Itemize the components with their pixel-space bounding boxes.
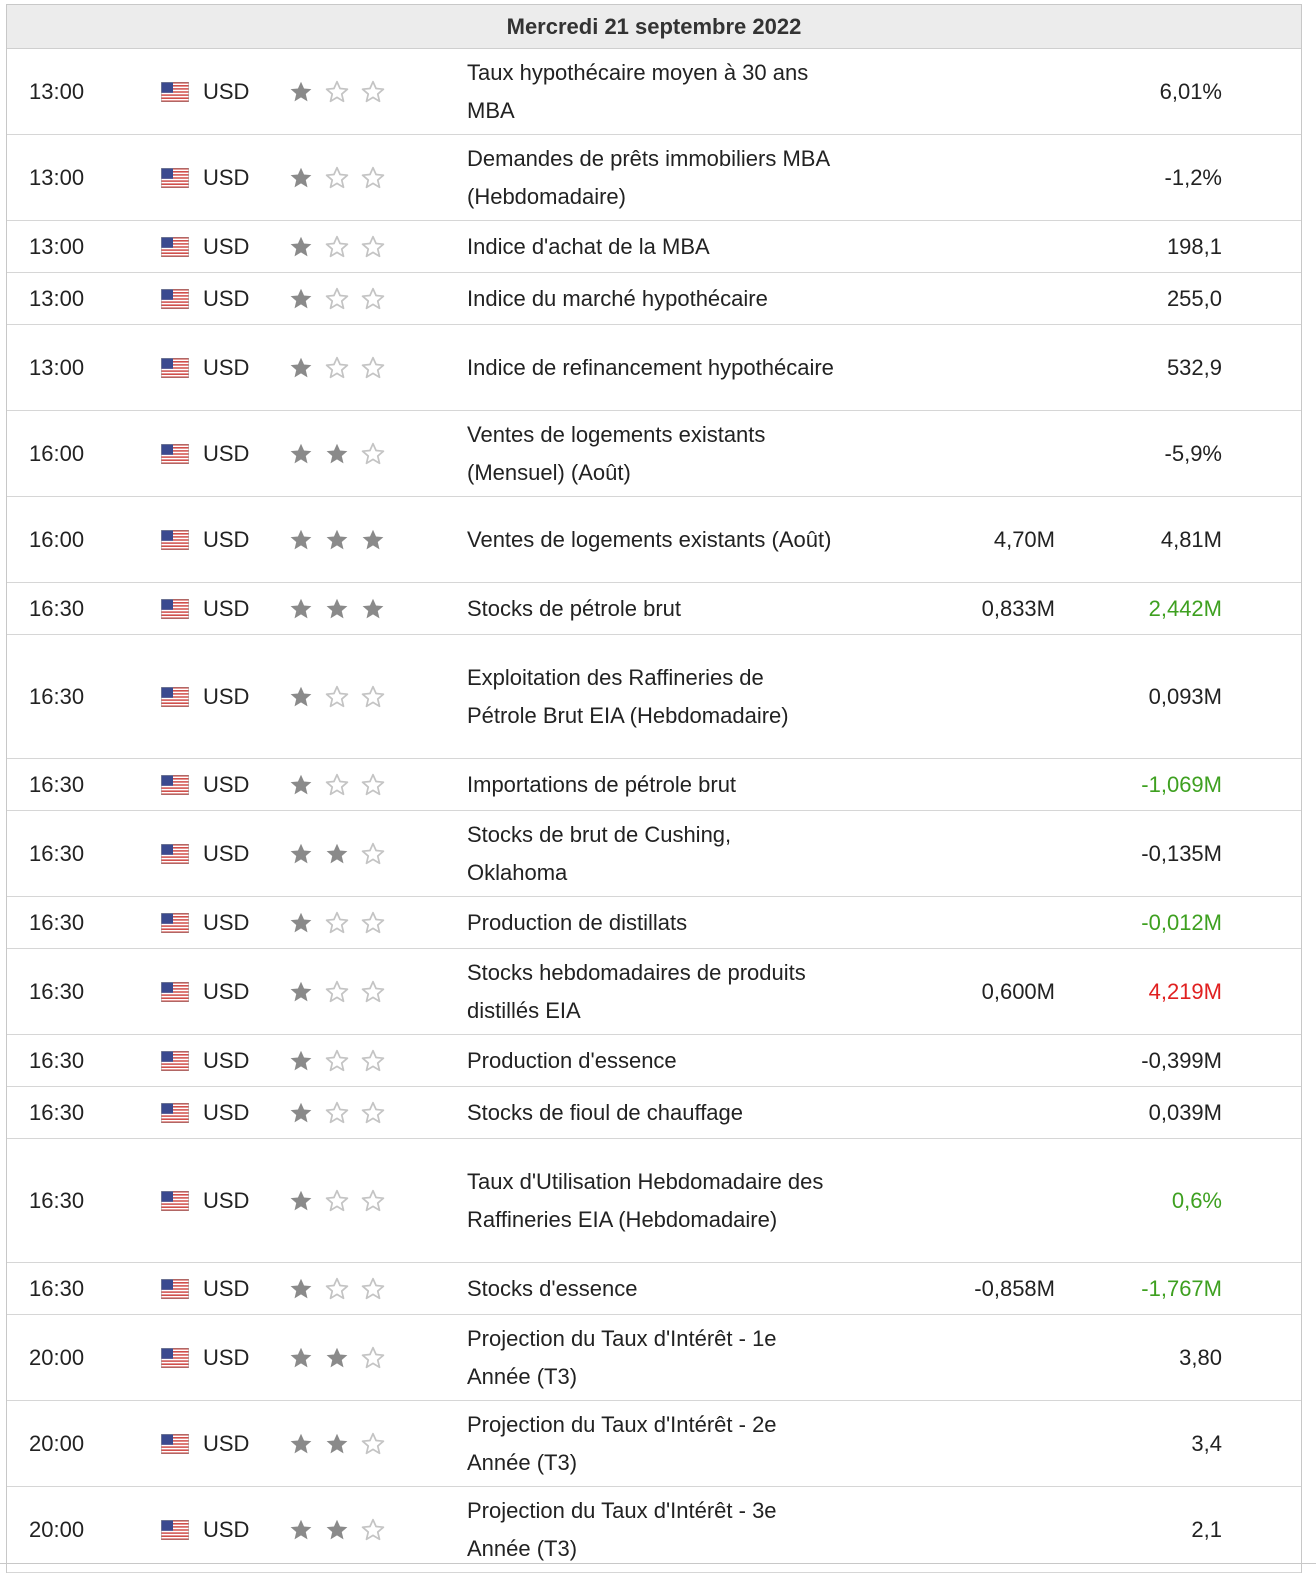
importance-rating (288, 759, 398, 810)
event-row[interactable] (7, 221, 1301, 273)
star-empty-icon (324, 234, 350, 260)
event-forecast (887, 135, 1055, 220)
event-currency: USD (203, 1187, 250, 1213)
event-row[interactable] (7, 811, 1301, 897)
flag-cell (161, 1315, 191, 1400)
importance-rating (288, 49, 398, 134)
event-actual: 2,1 (1191, 1516, 1222, 1542)
star-filled-icon (288, 355, 314, 381)
event-forecast (887, 325, 1055, 410)
event-forecast (887, 1401, 1055, 1486)
event-forecast (887, 1315, 1055, 1400)
star-filled-icon (288, 234, 314, 260)
event-row[interactable] (7, 949, 1301, 1035)
event-row[interactable] (7, 135, 1301, 221)
event-time: 13:00 (29, 233, 85, 259)
star-empty-icon (360, 1188, 386, 1214)
event-time: 16:30 (29, 771, 85, 797)
event-currency: USD (203, 233, 250, 259)
flag-cell (161, 221, 191, 272)
event-name[interactable]: Exploitation des Raffineries de Pétrole Brut EIA (Hebdomadaire) (467, 664, 789, 728)
flag-cell (161, 583, 191, 634)
us-flag-icon (161, 358, 189, 378)
us-flag-icon (161, 913, 189, 933)
star-filled-icon (288, 841, 314, 867)
event-name[interactable]: Indice d'achat de la MBA (467, 233, 710, 259)
star-filled-icon (360, 596, 386, 622)
event-forecast (887, 1139, 1055, 1262)
star-filled-icon (288, 527, 314, 553)
event-time: 16:30 (29, 1187, 85, 1213)
event-row[interactable] (7, 583, 1301, 635)
flag-cell (161, 1263, 191, 1314)
importance-rating (288, 949, 398, 1034)
event-name[interactable]: Production de distillats (467, 909, 688, 935)
event-currency: USD (203, 164, 250, 190)
event-actual: 2,442M (1148, 595, 1222, 621)
event-forecast (887, 759, 1055, 810)
flag-cell (161, 1401, 191, 1486)
us-flag-icon (161, 1279, 189, 1299)
event-actual: -0,135M (1141, 840, 1222, 866)
flag-cell (161, 135, 191, 220)
event-time: 16:30 (29, 1047, 85, 1073)
star-filled-icon (288, 441, 314, 467)
importance-rating (288, 897, 398, 948)
star-filled-icon (324, 1431, 350, 1457)
flag-cell (161, 1139, 191, 1262)
star-filled-icon (324, 596, 350, 622)
event-row[interactable] (7, 1401, 1301, 1487)
event-forecast: -0,858M (974, 1275, 1055, 1301)
event-currency: USD (203, 1099, 250, 1125)
event-currency: USD (203, 78, 250, 104)
event-currency: USD (203, 1516, 250, 1542)
event-forecast (887, 1087, 1055, 1138)
event-time: 16:30 (29, 1275, 85, 1301)
event-currency: USD (203, 771, 250, 797)
us-flag-icon (161, 982, 189, 1002)
star-filled-icon (288, 772, 314, 798)
event-actual: -0,399M (1141, 1047, 1222, 1073)
us-flag-icon (161, 168, 189, 188)
event-name[interactable]: Stocks de pétrole brut (467, 595, 682, 621)
event-name[interactable]: Stocks de fioul de chauffage (467, 1099, 744, 1125)
event-currency: USD (203, 840, 250, 866)
event-row[interactable] (7, 273, 1301, 325)
star-empty-icon (360, 165, 386, 191)
event-name[interactable]: Ventes de logements existants (Mensuel) (Août) (467, 421, 766, 485)
event-row[interactable] (7, 635, 1301, 759)
flag-cell (161, 497, 191, 582)
event-actual: 198,1 (1166, 233, 1222, 259)
economic-calendar (6, 4, 1302, 1573)
us-flag-icon (161, 1434, 189, 1454)
importance-rating (288, 1263, 398, 1314)
star-filled-icon (288, 1276, 314, 1302)
importance-rating (288, 811, 398, 896)
event-currency: USD (203, 683, 250, 709)
event-time: 16:30 (29, 978, 85, 1004)
star-filled-icon (288, 1431, 314, 1457)
star-empty-icon (324, 772, 350, 798)
event-name[interactable]: Indice de refinancement hypothécaire (467, 354, 834, 380)
flag-cell (161, 759, 191, 810)
star-empty-icon (324, 1048, 350, 1074)
us-flag-icon (161, 289, 189, 309)
event-forecast: 0,833M (981, 595, 1055, 621)
star-empty-icon (360, 1431, 386, 1457)
star-empty-icon (324, 1100, 350, 1126)
event-row[interactable] (7, 1087, 1301, 1139)
event-currency: USD (203, 1344, 250, 1370)
event-row[interactable] (7, 49, 1301, 135)
star-empty-icon (324, 910, 350, 936)
us-flag-icon (161, 844, 189, 864)
star-empty-icon (324, 165, 350, 191)
star-filled-icon (324, 1345, 350, 1371)
event-time: 16:30 (29, 909, 85, 935)
event-currency: USD (203, 526, 250, 552)
event-forecast (887, 273, 1055, 324)
event-name[interactable]: Demandes de prêts immobiliers MBA (Hebdomadaire) (467, 145, 829, 209)
flag-cell (161, 325, 191, 410)
star-empty-icon (324, 684, 350, 710)
us-flag-icon (161, 1103, 189, 1123)
us-flag-icon (161, 82, 189, 102)
us-flag-icon (161, 237, 189, 257)
event-currency: USD (203, 909, 250, 935)
importance-rating (288, 273, 398, 324)
event-forecast (887, 897, 1055, 948)
event-name[interactable]: Projection du Taux d'Intérêt - 3e Année (T3) (467, 1497, 777, 1561)
importance-rating (288, 411, 398, 496)
event-name[interactable]: Projection du Taux d'Intérêt - 1e Année (T3) (467, 1325, 777, 1389)
us-flag-icon (161, 444, 189, 464)
event-row[interactable] (7, 1487, 1301, 1573)
star-empty-icon (360, 1100, 386, 1126)
event-actual: -5,9% (1164, 440, 1222, 466)
event-actual: -0,012M (1141, 909, 1222, 935)
star-empty-icon (324, 355, 350, 381)
star-filled-icon (288, 1048, 314, 1074)
star-filled-icon (324, 441, 350, 467)
event-currency: USD (203, 1430, 250, 1456)
importance-rating (288, 1487, 398, 1572)
star-empty-icon (324, 79, 350, 105)
star-empty-icon (360, 1517, 386, 1543)
importance-rating (288, 1401, 398, 1486)
star-filled-icon (288, 1517, 314, 1543)
flag-cell (161, 635, 191, 758)
flag-cell (161, 411, 191, 496)
event-forecast (887, 811, 1055, 896)
event-name[interactable]: Ventes de logements existants (Août) (467, 526, 832, 552)
event-currency: USD (203, 978, 250, 1004)
star-empty-icon (360, 979, 386, 1005)
event-actual: 4,81M (1160, 526, 1222, 552)
flag-cell (161, 49, 191, 134)
importance-rating (288, 1035, 398, 1086)
event-name[interactable]: Indice du marché hypothécaire (467, 285, 768, 311)
flag-cell (161, 897, 191, 948)
star-empty-icon (324, 1188, 350, 1214)
star-filled-icon (288, 684, 314, 710)
star-empty-icon (360, 1276, 386, 1302)
importance-rating (288, 497, 398, 582)
event-time: 16:00 (29, 526, 85, 552)
star-empty-icon (360, 684, 386, 710)
importance-rating (288, 221, 398, 272)
us-flag-icon (161, 775, 189, 795)
event-time: 13:00 (29, 78, 85, 104)
event-currency: USD (203, 285, 250, 311)
event-row[interactable] (7, 1035, 1301, 1087)
event-forecast (887, 635, 1055, 758)
event-actual: 3,80 (1179, 1344, 1222, 1370)
star-filled-icon (288, 79, 314, 105)
event-name[interactable]: Stocks d'essence (467, 1275, 638, 1301)
event-name[interactable]: Importations de pétrole brut (467, 771, 737, 797)
event-forecast (887, 49, 1055, 134)
event-time: 16:30 (29, 683, 85, 709)
star-filled-icon (288, 979, 314, 1005)
star-filled-icon (324, 527, 350, 553)
divider (0, 1563, 1316, 1564)
star-empty-icon (324, 1276, 350, 1302)
importance-rating (288, 583, 398, 634)
event-time: 16:30 (29, 1099, 85, 1125)
us-flag-icon (161, 530, 189, 550)
star-filled-icon (288, 910, 314, 936)
event-time: 16:30 (29, 595, 85, 621)
star-filled-icon (288, 596, 314, 622)
event-time: 20:00 (29, 1430, 85, 1456)
star-empty-icon (360, 1048, 386, 1074)
event-time: 16:30 (29, 840, 85, 866)
event-name[interactable]: Stocks de brut de Cushing, Oklahoma (467, 821, 732, 885)
star-filled-icon (288, 286, 314, 312)
event-time: 13:00 (29, 354, 85, 380)
event-actual: 6,01% (1159, 78, 1222, 104)
star-filled-icon (288, 1345, 314, 1371)
flag-cell (161, 811, 191, 896)
star-filled-icon (324, 1517, 350, 1543)
event-row[interactable] (7, 897, 1301, 949)
importance-rating (288, 1315, 398, 1400)
event-time: 13:00 (29, 285, 85, 311)
star-filled-icon (288, 1100, 314, 1126)
flag-cell (161, 1487, 191, 1572)
event-time: 16:00 (29, 440, 85, 466)
star-empty-icon (360, 234, 386, 260)
event-actual: 4,219M (1148, 978, 1222, 1004)
star-filled-icon (360, 527, 386, 553)
star-empty-icon (360, 772, 386, 798)
importance-rating (288, 135, 398, 220)
star-empty-icon (360, 355, 386, 381)
event-forecast: 0,600M (981, 978, 1055, 1004)
event-actual: 0,039M (1148, 1099, 1222, 1125)
us-flag-icon (161, 1520, 189, 1540)
event-row[interactable] (7, 1139, 1301, 1263)
star-empty-icon (360, 841, 386, 867)
event-name[interactable]: Projection du Taux d'Intérêt - 2e Année (T3) (467, 1411, 777, 1475)
flag-cell (161, 1035, 191, 1086)
us-flag-icon (161, 1348, 189, 1368)
star-filled-icon (288, 165, 314, 191)
event-actual: -1,767M (1141, 1275, 1222, 1301)
event-forecast (887, 1035, 1055, 1086)
event-actual: -1,069M (1141, 771, 1222, 797)
event-actual: 0,093M (1148, 683, 1222, 709)
event-forecast (887, 221, 1055, 272)
event-name[interactable]: Taux d'Utilisation Hebdomadaire des Raffineries EIA (Hebdomadaire) (467, 1168, 824, 1232)
star-empty-icon (360, 286, 386, 312)
event-actual: 255,0 (1166, 285, 1222, 311)
event-time: 20:00 (29, 1516, 85, 1542)
flag-cell (161, 273, 191, 324)
flag-cell (161, 1087, 191, 1138)
event-name[interactable]: Production d'essence (467, 1047, 677, 1073)
flag-cell (161, 949, 191, 1034)
star-empty-icon (324, 286, 350, 312)
event-time: 13:00 (29, 164, 85, 190)
event-forecast: 4,70M (993, 526, 1055, 552)
us-flag-icon (161, 1051, 189, 1071)
importance-rating (288, 1087, 398, 1138)
event-actual: -1,2% (1164, 164, 1222, 190)
event-forecast (887, 411, 1055, 496)
event-forecast (887, 1487, 1055, 1572)
event-actual: 3,4 (1191, 1430, 1222, 1456)
event-actual: 0,6% (1171, 1187, 1222, 1213)
event-currency: USD (203, 1047, 250, 1073)
importance-rating (288, 635, 398, 758)
us-flag-icon (161, 599, 189, 619)
star-empty-icon (360, 910, 386, 936)
us-flag-icon (161, 687, 189, 707)
star-filled-icon (288, 1188, 314, 1214)
event-list (7, 49, 1301, 1573)
event-row[interactable] (7, 325, 1301, 411)
event-row[interactable] (7, 1263, 1301, 1315)
star-empty-icon (324, 979, 350, 1005)
event-name[interactable]: Taux hypothécaire moyen à 30 ans MBA (467, 59, 809, 123)
star-empty-icon (360, 441, 386, 467)
event-row[interactable] (7, 411, 1301, 497)
us-flag-icon (161, 1191, 189, 1211)
importance-rating (288, 325, 398, 410)
star-filled-icon (324, 841, 350, 867)
day-header: Mercredi 21 septembre 2022 (7, 5, 1301, 49)
event-currency: USD (203, 354, 250, 380)
event-row[interactable] (7, 497, 1301, 583)
event-currency: USD (203, 595, 250, 621)
star-empty-icon (360, 1345, 386, 1371)
importance-rating (288, 1139, 398, 1262)
event-currency: USD (203, 1275, 250, 1301)
event-name[interactable]: Stocks hebdomadaires de produits distillés EIA (467, 959, 806, 1023)
event-actual: 532,9 (1166, 354, 1222, 380)
event-row[interactable] (7, 759, 1301, 811)
star-empty-icon (360, 79, 386, 105)
event-row[interactable] (7, 1315, 1301, 1401)
event-time: 20:00 (29, 1344, 85, 1370)
event-currency: USD (203, 440, 250, 466)
